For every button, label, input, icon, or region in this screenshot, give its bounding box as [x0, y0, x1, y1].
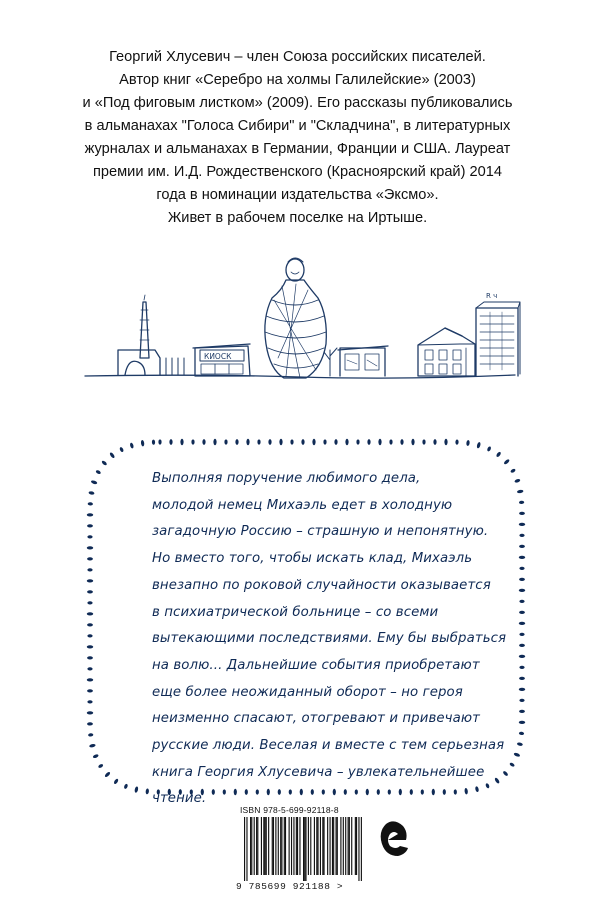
blurb-line: Выполняя поручение любимого дела, [152, 471, 421, 486]
border-dot [519, 512, 525, 515]
barcode-bar [308, 817, 309, 875]
border-dot [134, 786, 139, 793]
bio-line: журналах и альманахах в Германии, Франции и США. Лауреат [84, 141, 511, 157]
barcode-bar [273, 817, 274, 875]
border-dot [519, 545, 525, 548]
eksmo-logo-icon [378, 818, 410, 862]
barcode-bar [337, 817, 338, 875]
border-dot [87, 612, 93, 615]
barcode-bar [250, 817, 251, 875]
barcode-bar [285, 817, 286, 875]
border-dot [87, 722, 93, 725]
border-dot [87, 601, 92, 604]
barcode-bar [320, 817, 321, 875]
bio-line: и «Под фиговым листком» (2009). Его рассказы публиковались [82, 95, 513, 111]
border-dot [476, 442, 481, 449]
border-dot [87, 678, 93, 681]
factory-building [118, 350, 160, 375]
factory-chimney [140, 295, 149, 358]
barcode-bar [246, 817, 247, 881]
border-dot [87, 579, 93, 582]
bio-line: в альманахах "Голоса Сибири" и "Складчина", в литературных [84, 118, 511, 134]
barcode-bar [291, 817, 292, 875]
border-dot [202, 439, 205, 445]
border-dot [87, 634, 92, 637]
barcode-bar [268, 817, 269, 875]
barcode-bar [296, 817, 297, 875]
border-dot [119, 447, 124, 453]
barcode-bar [281, 817, 282, 875]
border-dot [519, 633, 524, 636]
border-dot [496, 451, 502, 458]
border-dot [113, 778, 119, 785]
border-dot [519, 578, 525, 581]
bare-tree [324, 348, 337, 376]
border-dot [519, 501, 524, 505]
border-dot [367, 439, 370, 445]
barcode-bar [361, 817, 362, 881]
blurb-text [152, 466, 517, 813]
bio-line: Георгий Хлусевич – член Союза российских писателей. [109, 49, 486, 65]
ean-digits: 9 785699 921188 > [236, 881, 344, 892]
border-dot [87, 513, 93, 516]
barcode-bar [323, 817, 324, 875]
barcode-bar [332, 817, 333, 875]
tower-mark: R ч [486, 292, 498, 300]
barcode-bars [244, 817, 362, 881]
barcode-bar [263, 817, 264, 875]
blurb-line: молодой немец Михаэль едет в холодную [152, 497, 453, 513]
barcode-bar [261, 817, 262, 875]
barcode-bar [257, 817, 258, 875]
border-dot [169, 439, 172, 445]
barcode-bar [266, 817, 267, 875]
border-dot [519, 556, 525, 559]
border-dot [145, 788, 149, 794]
blurb-line: чтение. [152, 791, 207, 807]
border-dot [519, 589, 525, 592]
border-dot [345, 439, 348, 445]
border-dot [519, 666, 524, 669]
blurb-line: книга Георгия Хлусевича – увлекательнейшее [152, 764, 485, 780]
border-dot [400, 439, 403, 445]
bio-line: года в номинации издательства «Эксмо». [156, 187, 439, 203]
border-dot [235, 439, 238, 445]
border-dot [334, 439, 337, 445]
barcode-bar [333, 817, 334, 875]
barcode-bar [272, 817, 273, 875]
border-dot [290, 439, 293, 444]
border-dot [109, 452, 115, 459]
barcode-bar [256, 817, 257, 875]
barcode-bar [244, 817, 245, 881]
border-dot [466, 440, 470, 446]
barcode-bar [358, 817, 359, 881]
bio-line: премии им. И.Д. Рождественского (Красноярский край) 2014 [93, 164, 502, 180]
border-dot [87, 711, 93, 714]
border-dot [519, 699, 524, 702]
town-skyline-illustration [0, 240, 595, 400]
border-dot [123, 783, 128, 789]
border-dot [503, 458, 510, 465]
border-dot [444, 439, 447, 445]
border-dot [91, 480, 98, 485]
blurb-line: Но вместо того, чтобы искать клад, Михаэль [152, 551, 473, 567]
barcode-bar [348, 817, 349, 875]
tower-building [476, 302, 520, 376]
border-dot [487, 446, 492, 452]
blurb-line: на волю... Дальнейшие события приобретают [152, 657, 480, 673]
blurb-line: в психиатрической больнице – со всеми [152, 604, 439, 620]
barcode-bar [355, 817, 356, 875]
barcode-bar [297, 817, 298, 875]
border-dot [191, 439, 194, 444]
barcode-bar [351, 817, 352, 875]
barcode-bar [322, 817, 323, 875]
barcode-bar [264, 817, 265, 875]
border-dot [101, 460, 107, 466]
border-dot [87, 667, 92, 670]
barcode-bar [329, 817, 330, 875]
barcode-bar [317, 817, 318, 875]
blurb-line: внезапно по роковой случайности оказывается [152, 577, 491, 593]
border-dot [224, 439, 227, 444]
barcode-bar [343, 817, 344, 875]
bio-line: Автор книг «Серебро на холмы Галилейские» (2003) [119, 72, 476, 88]
barcode-bar [278, 817, 279, 875]
border-dot [158, 439, 161, 444]
border-dot [87, 535, 92, 538]
border-dot [422, 439, 425, 444]
barcode-bar [251, 817, 252, 875]
border-dot [87, 524, 93, 527]
border-dot [88, 502, 93, 506]
blurb-line: русские люди. Веселая и вместе с тем серьезная [152, 738, 505, 754]
border-dot [519, 600, 524, 603]
blurb-panel [60, 420, 535, 810]
barcode-bar [304, 817, 305, 881]
border-dot [87, 546, 93, 549]
border-dot [519, 732, 525, 736]
barcode-bar [293, 817, 294, 875]
blurb-line: неизменно спасают, отогревают и привечают [152, 711, 481, 727]
border-dot [455, 439, 458, 444]
border-dot [152, 440, 155, 445]
border-dot [301, 439, 304, 445]
border-dot [389, 439, 392, 444]
border-dot [433, 439, 436, 445]
border-dot [519, 710, 525, 713]
border-dot [141, 440, 145, 447]
border-dot [89, 743, 96, 748]
border-dot [519, 534, 524, 537]
barcode-bar [316, 817, 317, 875]
border-dot [279, 439, 282, 445]
house-building [418, 328, 475, 376]
border-dot [87, 623, 93, 626]
barcode-bar [336, 817, 337, 875]
border-dot [87, 689, 93, 692]
border-dot [323, 439, 326, 444]
border-dot [180, 439, 183, 445]
border-dot [88, 491, 94, 495]
border-dot [519, 644, 525, 647]
barcode-bar [299, 817, 300, 875]
border-dot [87, 568, 92, 571]
barcode-bar [327, 817, 328, 875]
barcode-bar [349, 817, 350, 875]
barcode [232, 805, 372, 892]
barcode-bar [345, 817, 346, 875]
border-dot [356, 439, 359, 444]
border-dot [519, 677, 525, 680]
border-dot [104, 771, 111, 778]
blurb-line: загадочную Россию – страшную и непонятную. [152, 524, 489, 540]
border-dot [519, 688, 525, 691]
barcode-bar [356, 817, 357, 875]
border-dot [257, 439, 260, 444]
border-dot [517, 742, 523, 746]
barcode-bar [284, 817, 285, 875]
border-dot [98, 763, 104, 768]
barcode-bar [314, 817, 315, 875]
kiosk-sign: КИОСК [204, 352, 232, 361]
bio-line: Живет в рабочем поселке на Иртыше. [167, 210, 428, 226]
border-dot [87, 645, 93, 648]
bundled-person-figure [265, 258, 326, 378]
barcode-bar [310, 817, 311, 875]
border-dot [519, 655, 525, 658]
border-dot [87, 590, 93, 593]
border-dot [88, 733, 94, 737]
border-dot [519, 523, 525, 526]
shop-building [338, 346, 388, 376]
barcode-bar [289, 817, 290, 875]
border-dot [95, 469, 101, 474]
barcode-bar [340, 817, 341, 875]
border-dot [519, 622, 525, 625]
barcode-bar [275, 817, 276, 875]
border-dot [87, 557, 93, 560]
border-dot [378, 439, 381, 445]
border-dot [213, 439, 216, 445]
border-dot [519, 567, 524, 570]
blurb-line: вытекающими последствиями. Ему бы выбраться [152, 631, 507, 647]
border-dot [92, 754, 99, 759]
barcode-bar [303, 817, 304, 881]
border-dot [519, 611, 525, 614]
border-dot [87, 700, 92, 703]
border-dot [129, 442, 134, 448]
border-dot [268, 439, 271, 445]
border-dot [411, 439, 414, 445]
border-dot [517, 489, 524, 493]
blurb-line: еще более неожиданный оборот – но героя [152, 684, 463, 700]
border-dot [312, 439, 315, 445]
fence [160, 358, 184, 375]
isbn-label: ISBN 978-5-699-92118-8 [240, 805, 339, 815]
barcode-bar [254, 817, 255, 875]
barcode-bar [305, 817, 306, 881]
border-dot [87, 656, 93, 659]
barcode-bar [280, 817, 281, 875]
border-dot [246, 439, 249, 445]
border-dot [519, 721, 525, 724]
author-bio [40, 46, 555, 230]
